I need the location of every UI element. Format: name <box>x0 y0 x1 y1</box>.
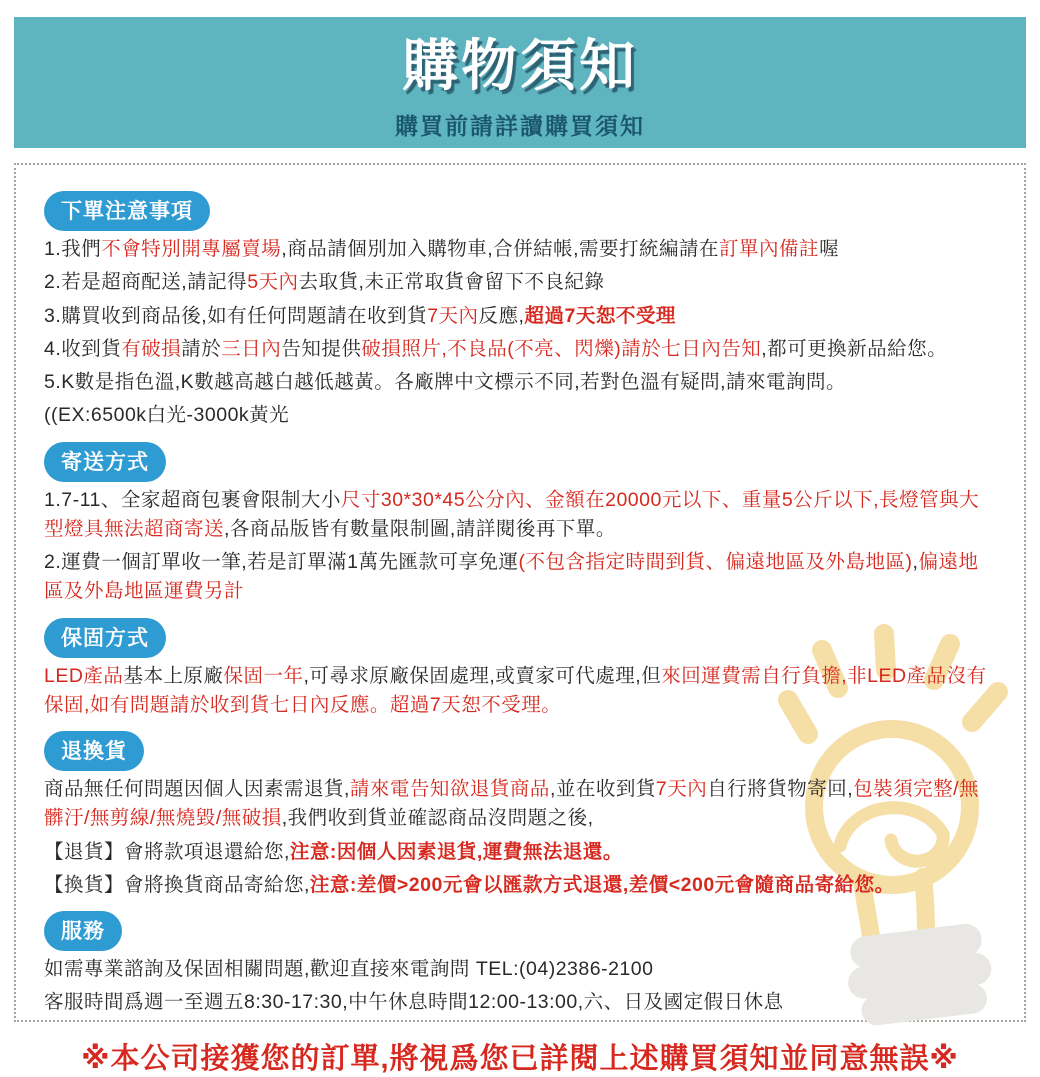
section <box>44 911 996 1018</box>
page <box>0 17 1040 1075</box>
sections <box>44 191 996 1018</box>
text-line: 【換貨】會將換貨商品寄給您,注意:差價>200元會以匯款方式退還,差價<200元會隨商品寄給您。 <box>44 873 895 896</box>
text-line: 2.運費一個訂單收一筆,若是訂單滿1萬先匯款可享免運(不包含指定時間到貨、偏遠地區及外島地區),偏遠地區及外島地區運費另計 <box>44 551 979 603</box>
section <box>44 191 996 431</box>
section-badge: 保固方式 <box>44 618 166 658</box>
text-line: 2.若是超商配送,請記得5天內去取貨,未正常取貨會留下不良紀錄 <box>44 271 605 294</box>
text-line: 商品無任何問題因個人因素需退貨,請來電告知欲退貨商品,並在收到貨7天內自行將貨物寄回,包裝須完整/無髒汙/無剪線/無燒毀/無破損,我們收到貨並確認商品沒問題之後, <box>44 778 980 830</box>
section <box>44 731 996 900</box>
section <box>44 442 996 607</box>
section-badge: 服務 <box>44 911 122 951</box>
text-line: 客服時間爲週一至週五8:30-17:30,中午休息時間12:00-13:00,六、日及國定假日休息 <box>44 991 784 1014</box>
text-line: ((EX:6500k白光-3000k黃光 <box>44 404 290 427</box>
notice-panel <box>14 163 1026 1075</box>
section <box>44 618 996 721</box>
section-badge: 下單注意事項 <box>44 191 210 231</box>
text-line: 如需專業諮詢及保固相關問題,歡迎直接來電詢問 TEL:(04)2386-2100 <box>44 958 654 980</box>
text-line: 3.購買收到商品後,如有任何問題請在收到貨7天內反應,超過7天恕不受理 <box>44 304 676 327</box>
text-line: 5.K數是指色溫,K數越高越白越低越黃。各廠牌中文標示不同,若對色溫有疑問,請來電詢問。 <box>44 371 847 393</box>
text-line: 【退貨】會將款項退還給您,注意:因個人因素退貨,運費無法退還。 <box>44 840 623 863</box>
page-subtitle: 購買前請詳讀購買須知 <box>395 112 645 139</box>
text-line: LED產品基本上原廠保固一年,可尋求原廠保固處理,或賣家可代處理,但來回運費需自行負擔,非LED產品沒有保固,如有問題請於收到貨七日內反應。超過7天恕不受理。 <box>44 664 987 716</box>
text-line: 1.7-11、全家超商包裹會限制大小尺寸30*30*45公分內、金額在20000元以下、重量5公斤以下,長燈管與大型燈具無法超商寄送,各商品版皆有數量限制圖,請詳閱後再下單。 <box>44 488 980 540</box>
footer-note: ※本公司接獲您的訂單,將視爲您已詳閱上述購買須知並同意無誤※ <box>81 1042 959 1075</box>
section-badge: 寄送方式 <box>44 442 166 482</box>
header-banner <box>14 17 1026 148</box>
section-badge: 退換貨 <box>44 731 144 771</box>
text-line: 4.收到貨有破損請於三日內告知提供破損照片,不良品(不亮、閃爍)請於七日內告知,都可更換新品給您。 <box>44 337 948 360</box>
text-line: 1.我們不會特別開專屬賣場,商品請個別加入購物車,合併結帳,需要打統編請在訂單內備註喔 <box>44 238 840 260</box>
page-title: 購物須知 <box>402 34 638 97</box>
